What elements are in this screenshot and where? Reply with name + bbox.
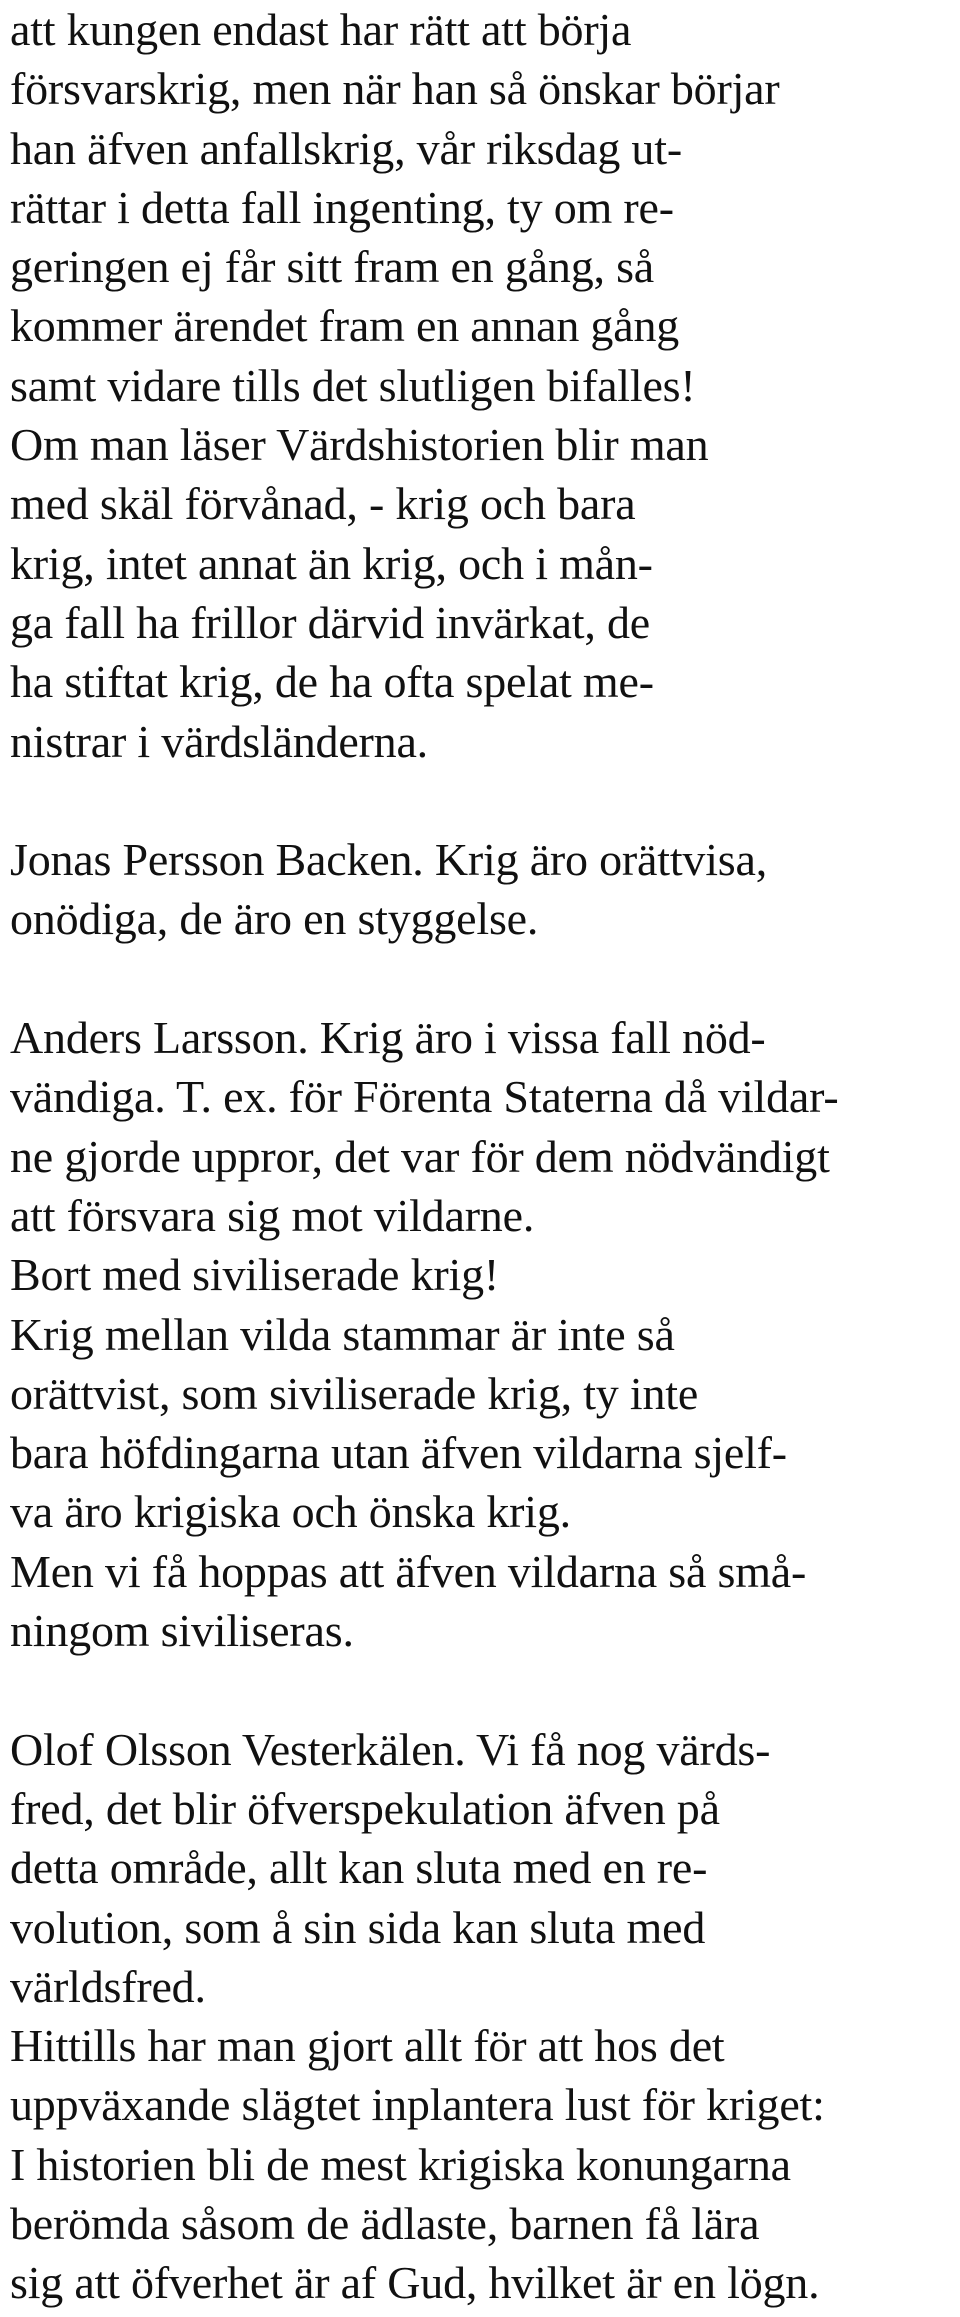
text-line: världsfred.	[10, 1960, 206, 2012]
text-line: försvarskrig, men när han så önskar börjar	[10, 63, 780, 115]
paragraph-kungen	[10, 0, 955, 771]
text-line: nistrar i värdsländerna.	[10, 715, 428, 767]
text-line: sig att öfverhet är af Gud, hvilket är en lögn.	[10, 2257, 820, 2309]
text-line: Bort med siviliserade krig!	[10, 1249, 499, 1301]
text-line: onödiga, de äro en styggelse.	[10, 893, 539, 945]
text-line: samt vidare tills det slutligen bifalles!	[10, 359, 696, 411]
text-line: Om man läser Värdshistorien blir man	[10, 419, 709, 471]
text-line: krig, intet annat än krig, och i mån-	[10, 537, 653, 589]
text-line: geringen ej får sitt fram en gång, så	[10, 241, 655, 293]
paragraph-jonas-persson-backen	[10, 830, 955, 949]
text-line: att kungen endast har rätt att börja	[10, 4, 632, 55]
text-line: med skäl förvånad, - krig och bara	[10, 478, 636, 530]
text-line: att försvara sig mot vildarne.	[10, 1189, 535, 1241]
text-line: uppväxande slägtet inplantera lust för kriget:	[10, 2079, 825, 2131]
text-line: ga fall ha frillor därvid invärkat, de	[10, 596, 650, 648]
paragraph-gap	[10, 771, 955, 830]
text-line: Anders Larsson. Krig äro i vissa fall nöd-	[10, 1012, 766, 1064]
paragraph-olof-olsson-vesterkalen	[10, 1720, 955, 2313]
text-line: kommer ärendet fram en annan gång	[10, 300, 680, 352]
paragraph-gap	[10, 1660, 955, 1719]
text-line: rättar i detta fall ingenting, ty om re-	[10, 181, 674, 233]
text-line: I historien bli de mest krigiska konungarna	[10, 2138, 791, 2190]
text-line: Krig mellan vilda stammar är inte så	[10, 1308, 675, 1360]
paragraph-anders-larsson	[10, 1008, 955, 1660]
text-line: han äfven anfallskrig, vår riksdag ut-	[10, 122, 682, 174]
text-line: Olof Olsson Vesterkälen. Vi få nog värds-	[10, 1723, 771, 1775]
text-line: ha stiftat krig, de ha ofta spelat me-	[10, 656, 654, 708]
text-line: ne gjorde uppror, det var för dem nödvändigt	[10, 1130, 830, 1182]
text-line: vändiga. T. ex. för Förenta Staterna då vildar-	[10, 1071, 839, 1123]
text-line: Jonas Persson Backen. Krig äro orättvisa,	[10, 834, 768, 886]
text-line: Men vi få hoppas att äfven vildarna så små-	[10, 1545, 807, 1597]
document-page	[10, 0, 955, 2313]
text-line: bara höfdingarna utan äfven vildarna sjelf-	[10, 1427, 787, 1479]
text-line: orättvist, som siviliserade krig, ty inte	[10, 1367, 699, 1419]
text-line: va äro krigiska och önska krig.	[10, 1486, 571, 1538]
text-line: berömda såsom de ädlaste, barnen få lära	[10, 2197, 760, 2249]
text-line: detta område, allt kan sluta med en re-	[10, 1842, 708, 1894]
text-line: fred, det blir öfverspekulation äfven på	[10, 1782, 720, 1834]
text-line: ningom siviliseras.	[10, 1605, 354, 1657]
text-line: volution, som å sin sida kan sluta med	[10, 1901, 706, 1953]
text-line: Hittills har man gjort allt för att hos det	[10, 2020, 725, 2072]
paragraph-gap	[10, 949, 955, 1008]
